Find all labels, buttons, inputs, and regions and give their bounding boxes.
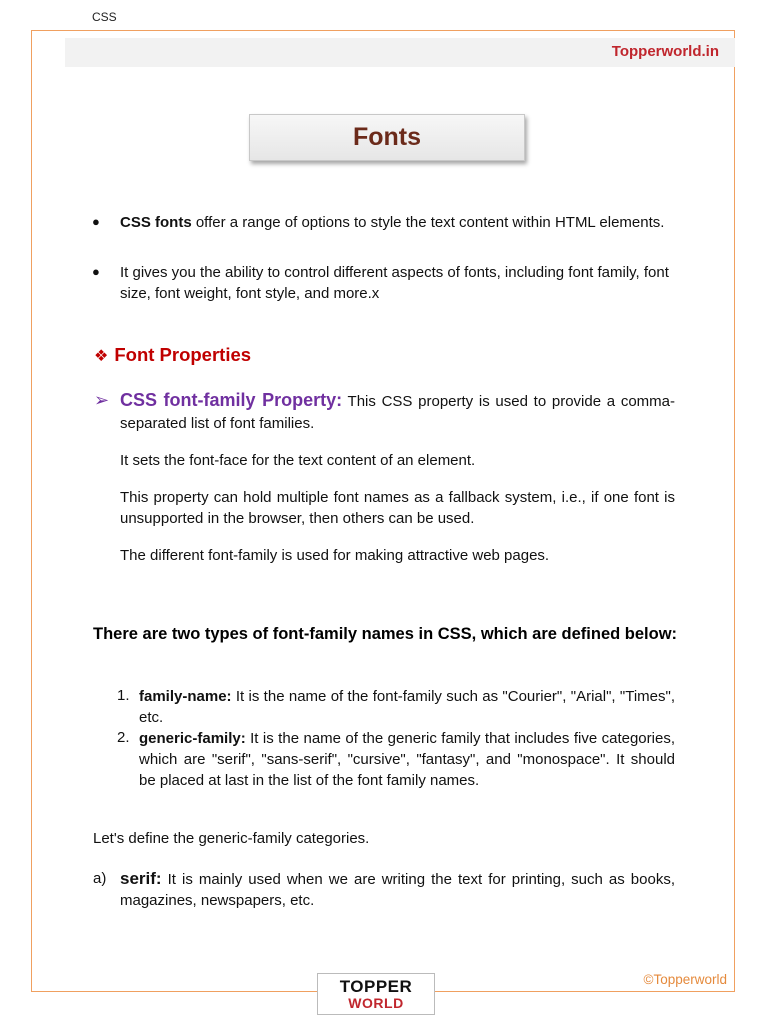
define-text: Let's define the generic-family categories. bbox=[93, 830, 370, 847]
bullet-icon: ● bbox=[92, 264, 100, 279]
diamond-icon: ❖ bbox=[94, 348, 109, 365]
logo-line-1: TOPPER bbox=[339, 977, 413, 996]
property-para-3: The different font-family is used for making attractive web pages. bbox=[120, 547, 550, 564]
list-item-term: generic-family: bbox=[139, 730, 246, 747]
intro-bullet-1 bbox=[120, 212, 675, 233]
brand-link[interactable]: Topperworld.in bbox=[611, 43, 719, 60]
property-para-1: It sets the font-face for the text content of an element. bbox=[120, 452, 476, 469]
section-heading bbox=[94, 344, 251, 366]
intro-bullet-2: It gives you the ability to control different aspects of fonts, including font family, font size, font weight, font style, and more.x bbox=[120, 264, 669, 302]
serif-text: It is mainly used when we are writing the text for printing, such as books, magazines, newspapers, etc. bbox=[120, 871, 675, 909]
list-item-text: It is the name of the generic family that includes five categories, which are "serif", "sans-serif", "cursive", "fantasy", and "monospace". It should be placed at last in the list of the font family names. bbox=[139, 730, 675, 789]
property-intro bbox=[120, 389, 675, 435]
list-item-term: family-name: bbox=[139, 688, 232, 705]
section-title: Font Properties bbox=[114, 344, 252, 365]
serif-label: serif: bbox=[120, 869, 162, 888]
topperworld-logo bbox=[317, 973, 435, 1015]
logo-line-2: WORLD bbox=[348, 995, 404, 1011]
copyright-text: ©Topperworld bbox=[643, 972, 727, 987]
property-desc: This CSS property is used to provide a comma-separated list of font families. bbox=[120, 393, 675, 432]
list-item-text: It is the name of the font-family such as "Courier", "Arial", "Times", etc. bbox=[139, 688, 675, 726]
arrow-icon: ➢ bbox=[94, 390, 110, 410]
page-title: Fonts bbox=[352, 123, 422, 151]
list-item bbox=[139, 686, 675, 728]
types-heading: There are two types of font-family names in CSS, which are defined below: bbox=[93, 625, 678, 643]
brand-bar bbox=[65, 38, 735, 67]
bullet-icon: ● bbox=[92, 214, 100, 229]
list-number: 2. bbox=[117, 729, 130, 746]
list-letter: a) bbox=[93, 870, 107, 887]
intro-bullet-1-text: offer a range of options to style the text content within HTML elements. bbox=[191, 214, 665, 231]
list-number: 1. bbox=[117, 687, 130, 704]
intro-bullet-1-bold: CSS fonts bbox=[120, 214, 192, 231]
property-name: CSS font-family Property: bbox=[120, 390, 343, 410]
header-label: CSS bbox=[92, 10, 117, 24]
list-item bbox=[139, 728, 675, 791]
property-para-2: This property can hold multiple font names as a fallback system, i.e., if one font is unsupported in the browser, then others can be used. bbox=[120, 489, 675, 527]
serif-item bbox=[120, 868, 675, 911]
page-title-box bbox=[249, 114, 525, 161]
